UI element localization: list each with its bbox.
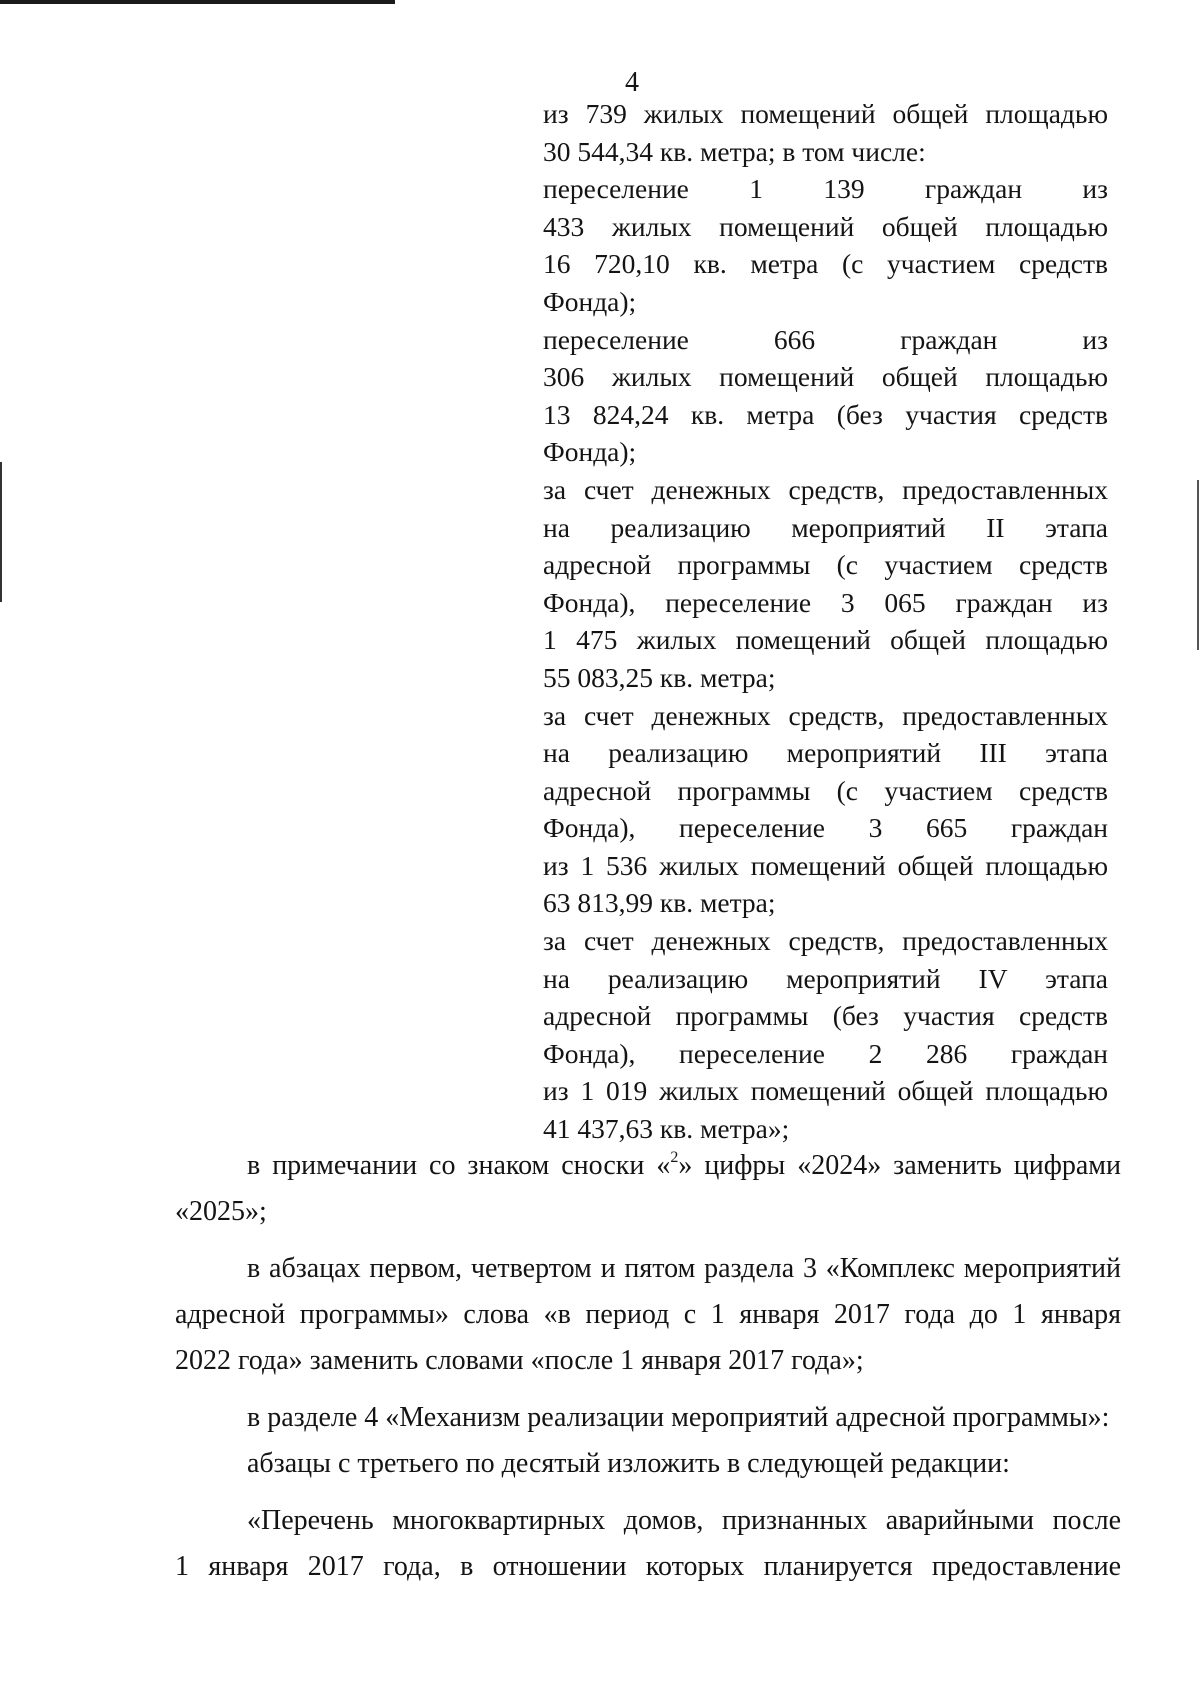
text-line: 30 544,34 кв. метра; в том числе: <box>543 135 926 167</box>
section3-paragraph-line3: 2022 года» заменить словами «после 1 января 2017 года»; <box>175 1345 864 1376</box>
text-line: адресной программы (с участием средств <box>543 774 1108 806</box>
perechen-paragraph-line1: «Перечень многоквартирных домов, признанных аварийными после <box>247 1505 1121 1536</box>
text-line: из 1 019 жилых помещений общей площадью <box>543 1075 1108 1107</box>
perechen-paragraph-line2: 1 января 2017 года, в отношении которых планируется предоставление <box>175 1551 1121 1582</box>
text-line: из 1 536 жилых помещений общей площадью <box>543 849 1108 881</box>
text-line: 41 437,63 кв. метра»; <box>543 1113 790 1145</box>
footnote-superscript: 2 <box>670 1148 679 1166</box>
text-line: Фонда), переселение 2 286 граждан <box>543 1037 1108 1069</box>
text-line: Фонда); <box>543 436 637 468</box>
text-line: адресной программы (с участием средств <box>543 549 1108 581</box>
footnote-paragraph-line1 <box>175 1148 1121 1183</box>
text-line: 63 813,99 кв. метра; <box>543 887 776 919</box>
section4-paragraph: в разделе 4 «Механизм реализации мероприятий адресной программы»: <box>247 1402 1110 1433</box>
text-line: 16 720,10 кв. метра (с участием средств <box>543 248 1108 280</box>
main-text <box>175 1148 1121 1584</box>
right-column-text <box>543 95 1108 1148</box>
text-line: Фонда); <box>543 285 637 317</box>
text-line: 306 жилых помещений общей площадью <box>543 361 1108 393</box>
text-line: Фонда), переселение 3 665 граждан <box>543 812 1108 844</box>
text-line: за счет денежных средств, предоставленных <box>543 473 1108 505</box>
section3-paragraph-line2: адресной программы» слова «в период с 1 января 2017 года до 1 января <box>175 1299 1121 1330</box>
text-line: из 739 жилых помещений общей площадью <box>543 98 1108 129</box>
text-line: 1 475 жилых помещений общей площадью <box>543 624 1108 656</box>
section3-paragraph-line1: в абзацах первом, четвертом и пятом раздела 3 «Комплекс мероприятий <box>247 1253 1121 1284</box>
text-line: 433 жилых помещений общей площадью <box>543 210 1108 242</box>
text-line: Фонда), переселение 3 065 граждан из <box>543 586 1108 618</box>
footnote-paragraph-line2: «2025»; <box>175 1196 267 1227</box>
scan-edge-right <box>1197 480 1199 650</box>
text-line: переселение 1 139 граждан из <box>543 173 1108 205</box>
text-line: на реализацию мероприятий II этапа <box>543 511 1108 543</box>
text-line: 55 083,25 кв. метра; <box>543 661 776 693</box>
text-line: за счет денежных средств, предоставленных <box>543 925 1108 957</box>
abzacy-paragraph: абзацы с третьего по десятый изложить в следующей редакции: <box>247 1448 1010 1479</box>
text-line: за счет денежных средств, предоставленных <box>543 699 1108 731</box>
footnote-text-before: в примечании со знаком сноски « <box>247 1150 671 1181</box>
text-line: 13 824,24 кв. метра (без участия средств <box>543 398 1108 430</box>
scan-edge-left <box>0 462 2 602</box>
text-line: адресной программы (без участия средств <box>543 1000 1108 1032</box>
page-number: 4 <box>625 67 639 98</box>
text-line: на реализацию мероприятий III этапа <box>543 737 1108 769</box>
footnote-text-after: » цифры «2024» заменить цифрами <box>678 1150 1121 1181</box>
scan-edge-top <box>0 0 395 4</box>
text-line: на реализацию мероприятий IV этапа <box>543 962 1108 994</box>
text-line: переселение 666 граждан из <box>543 323 1108 355</box>
